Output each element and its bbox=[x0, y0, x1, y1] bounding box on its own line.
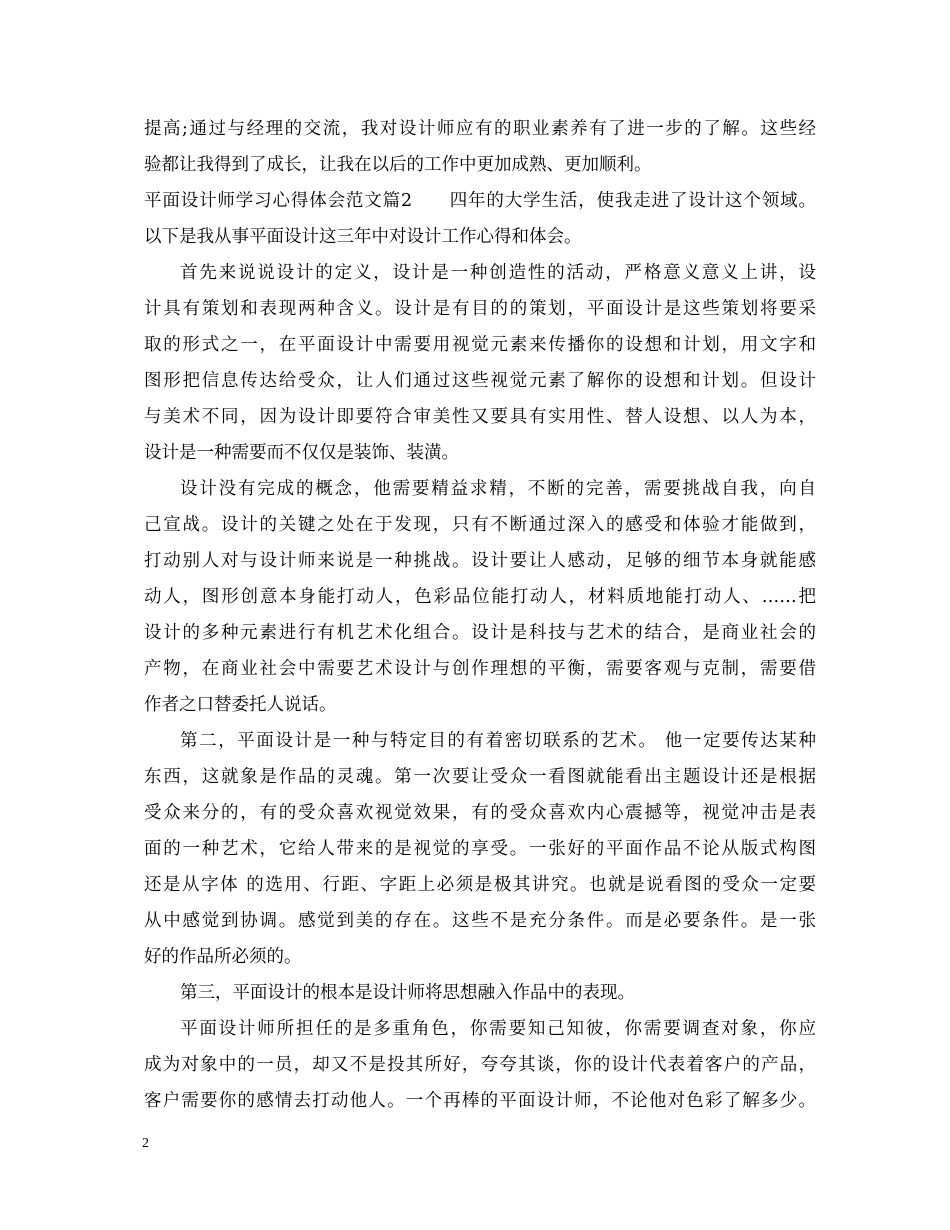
text-line: 取的形式之一，在平面设计中需要用视觉元素来传播你的设想和计划，用文字和 bbox=[144, 335, 816, 355]
text-line: 与美术不同，因为设计即要符合审美性又要具有实用性、替人设想、以人为本， bbox=[144, 407, 816, 427]
paragraph-first-line: 平面设计师所担任的是多重角色，你需要知己知彼，你需要调查对象，你应 bbox=[180, 1019, 816, 1039]
text-line: 验都让我得到了成长，让我在以后的工作中更加成熟、更加顺利。 bbox=[144, 155, 652, 175]
text-line: 客户需要你的感情去打动他人。一个再棒的平面设计师，不论他对色彩了解多少。 bbox=[144, 1091, 816, 1111]
text-line: 作者之口替委托人说话。 bbox=[144, 695, 337, 715]
text-line: 还是从字体 的选用、行距、字距上必须是极其讲究。也就是说看图的受众一定要 bbox=[144, 875, 816, 895]
text-line: 打动别人对与设计师来说是一种挑战。设计要让人感动，足够的细节本身就能感 bbox=[144, 551, 816, 571]
text-line: 己宣战。设计的关键之处在于发现，只有不断通过深入的感受和体验才能做到， bbox=[144, 515, 816, 535]
text-line: 设计是一种需要而不仅仅是装饰、装潢。 bbox=[144, 443, 459, 463]
text-line: 东西，这就象是作品的灵魂。第一次要让受众一看图就能看出主题设计还是根据 bbox=[144, 767, 816, 787]
paragraph-first-line: 设计没有完成的概念，他需要精益求精，不断的完善，需要挑战自我，向自 bbox=[180, 479, 816, 499]
text-line: 平面设计师学习心得体会范文篇2 四年的大学生活，使我走进了设计这个领域。 bbox=[144, 191, 816, 211]
text-line: 从中感觉到协调。感觉到美的存在。这些不是充分条件。而是必要条件。是一张 bbox=[144, 911, 816, 931]
paragraph-first-line: 第二，平面设计是一种与特定目的有着密切联系的艺术。 他一定要传达某种 bbox=[180, 731, 816, 751]
text-line: 产物，在商业社会中需要艺术设计与创作理想的平衡，需要客观与克制，需要借 bbox=[144, 659, 816, 679]
text-line: 成为对象中的一员，却又不是投其所好，夸夸其谈，你的设计代表着客户的产品， bbox=[144, 1055, 816, 1075]
text-line: 以下是我从事平面设计这三年中对设计工作心得和体会。 bbox=[144, 227, 582, 247]
paragraph-first-line: 首先来说说设计的定义，设计是一种创造性的活动，严格意义意义上讲，设 bbox=[180, 263, 816, 283]
text-line: 面的一种艺术，它给人带来的是视觉的享受。一张好的平面作品不论从版式构图 bbox=[144, 839, 816, 859]
text-line: 计具有策划和表现两种含义。设计是有目的的策划，平面设计是这些策划将要采 bbox=[144, 299, 816, 319]
text-line: 好的作品所必须的。 bbox=[144, 947, 302, 967]
paragraph-first-line: 第三，平面设计的根本是设计师将思想融入作品中的表现。 bbox=[180, 983, 635, 1003]
text-line: 受众来分的，有的受众喜欢视觉效果，有的受众喜欢内心震撼等，视觉冲击是表 bbox=[144, 803, 816, 823]
text-line: 动人，图形创意本身能打动人，色彩品位能打动人，材料质地能打动人、……把 bbox=[144, 587, 816, 607]
page-number: 2 bbox=[142, 1136, 149, 1151]
text-line: 设计的多种元素进行有机艺术化组合。设计是科技与艺术的结合，是商业社会的 bbox=[144, 623, 816, 643]
text-line: 提高;通过与经理的交流，我对设计师应有的职业素养有了进一步的了解。这些经 bbox=[144, 119, 816, 139]
text-line: 图形把信息传达给受众，让人们通过这些视觉元素了解你的设想和计划。但设计 bbox=[144, 371, 816, 391]
